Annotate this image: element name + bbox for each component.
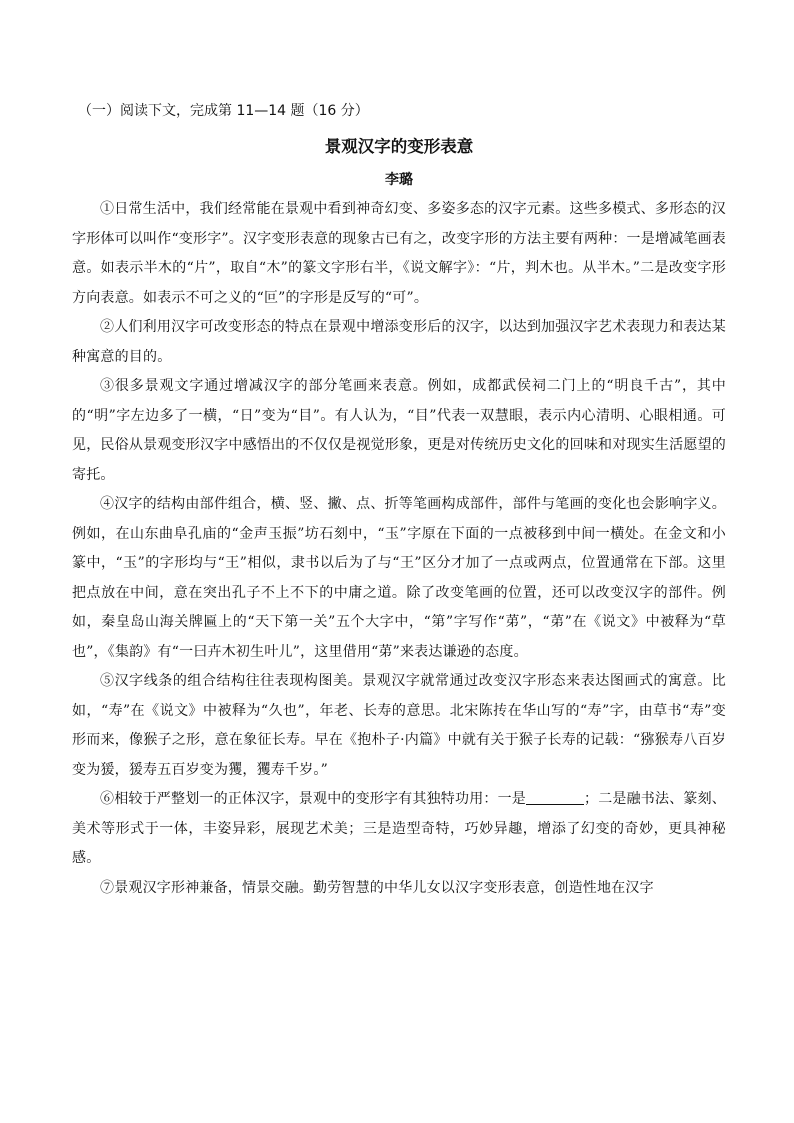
article-title: 景观汉字的变形表意 xyxy=(324,137,474,156)
paragraph-5: ⑤汉字线条的组合结构往往表现构图美。景观汉字就常通过改变汉字形态来表达图画式的寓意。比如，“寿”在《说文》中被释为“久也”，年老、长寿的意思。北宋陈抟在华山写的“寿”字，由草书“寿”变形而来，像猴子之形，意在象征长寿。早在《抱朴子·内篇》中就有关于猴子长寿的记载：“猕猴寿八百岁变为猨，猨寿五百岁变为玃，玃寿千岁。” xyxy=(72,673,726,778)
paragraph-2: ②人们利用汉字可改变形态的特点在景观中增添变形后的汉字，以达到加强汉字艺术表现力和表达某种寓意的目的。 xyxy=(72,319,726,365)
paragraph-4: ④汉字的结构由部件组合，横、竖、撇、点、折等笔画构成部件，部件与笔画的变化也会影响字义。例如，在山东曲阜孔庙的“金声玉振”坊石刻中，“玉”字原在下面的一点被移到中间一横处。在金文和小篆中，“玉”的字形均与“王”相似，隶书以后为了与“王”区分才加了一点或两点，位置通常在下部。这里把点放在中间，意在突出孔子不上不下的中庸之道。除了改变笔画的位置，还可以改变汉字的部件。例如，秦皇岛山海关牌匾上的“天下第一关”五个大字中，“第”字写作“苐”，“苐”在《说文》中被释为“草也”，《集韵》有“一曰卉木初生叶儿”，这里借用“苐”来表达谦逊的态度。 xyxy=(72,496,726,660)
section-heading: （一）阅读下文，完成第 11—14 题（16 分） xyxy=(78,103,369,119)
article-author: 李璐 xyxy=(385,172,413,188)
paragraph-7: ⑦景观汉字形神兼备，情景交融。勤劳智慧的中华儿女以汉字变形表意，创造性地在汉字 xyxy=(100,879,654,896)
document-page xyxy=(72,100,726,903)
answer-blank[interactable] xyxy=(526,790,584,805)
paragraph-1: ①日常生活中，我们经常能在景观中看到神奇幻变、多姿多态的汉字元素。这些多模式、多形态的汉字形体可以叫作“变形字”。汉字变形表意的现象古已有之，改变字形的方法主要有两种：一是增减笔画表意。如表示半木的“片”，取自“木”的篆文字形右半，《说文解字》：“片，判木也。从半木。”二是改变字形方向表意。如表示不可之义的“叵”的字形是反写的“可”。 xyxy=(72,201,726,306)
paragraph-6-before-blank: ⑥相较于严整划一的正体汉字，景观中的变形字有其独特功用：一是 xyxy=(100,791,526,807)
paragraph-6-after-blank: ；二是融书法、篆刻、美术等形式于一体，丰姿异彩，展现艺术美；三是造型奇特，巧妙异趣，增添了幻变的奇妙，更具神秘感。 xyxy=(72,791,726,866)
paragraph-3: ③很多景观文字通过增减汉字的部分笔画来表意。例如，成都武侯祠二门上的“明良千古”，其中的“明”字左边多了一横，“日”变为“目”。有人认为，“目”代表一双慧眼，表示内心清明、心眼相通。可见，民俗从景观变形汉字中感悟出的不仅仅是视觉形象，更是对传统历史文化的回味和对现实生活愿望的寄托。 xyxy=(72,378,726,483)
paragraph-6 xyxy=(72,785,726,874)
